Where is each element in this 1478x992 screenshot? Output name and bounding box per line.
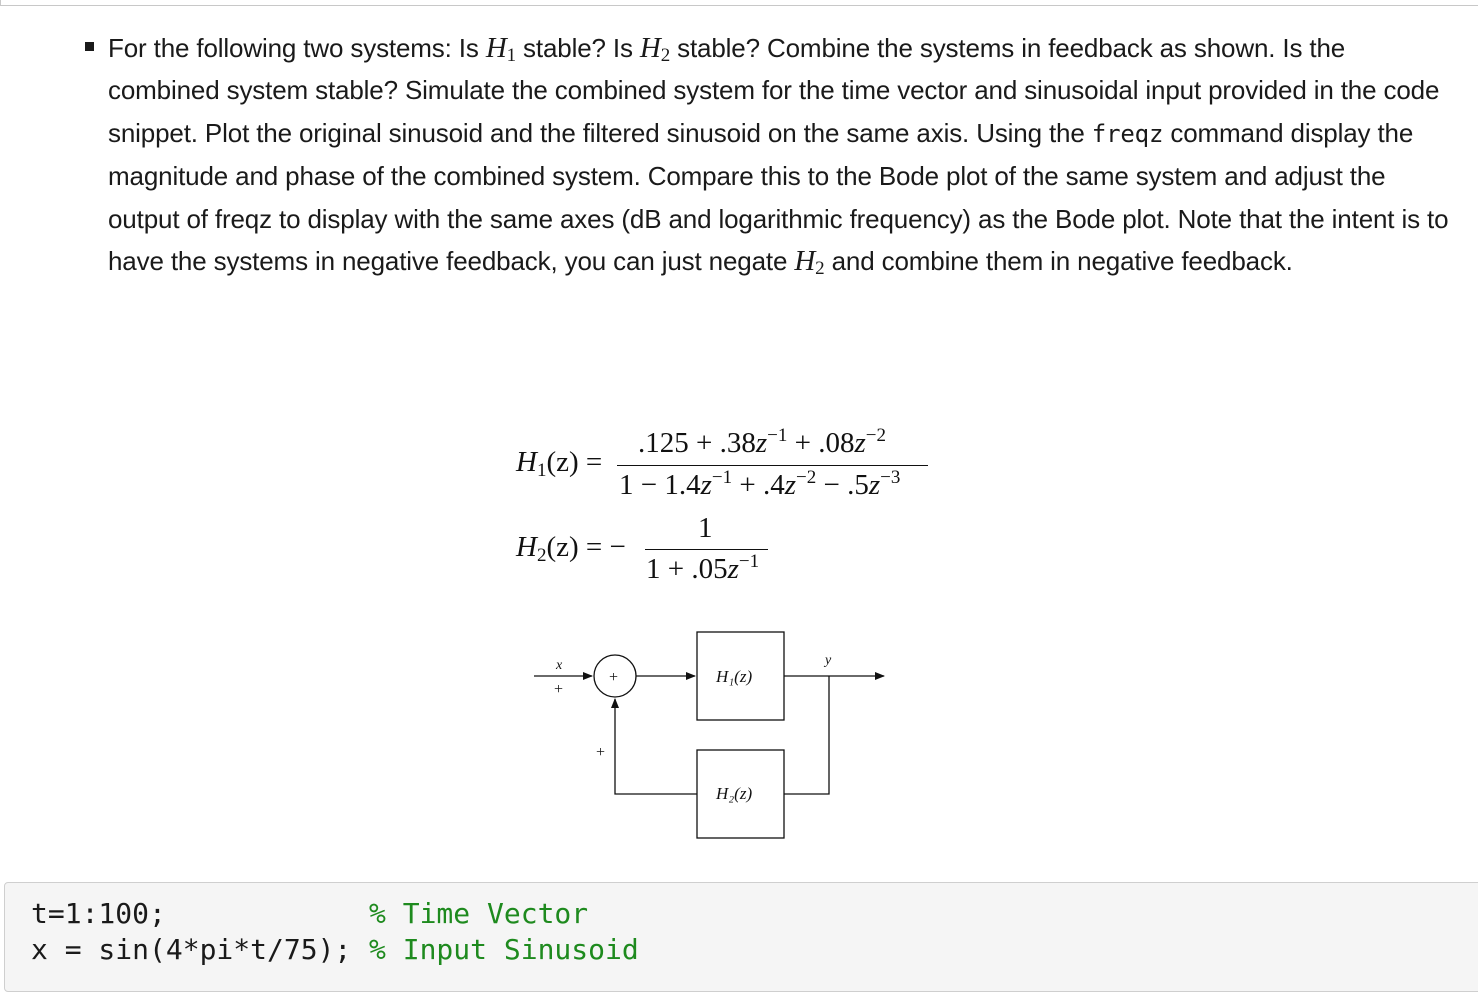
top-divider [0,0,1478,6]
question-text [108,27,1458,282]
h1-equation-lhs: $H_1(z)$ = [516,446,603,481]
h2-denominator: $1 + .05z^{-1}$ [646,551,760,585]
list-bullet [85,42,94,51]
h2-fraction-bar [645,549,768,550]
h2-block-label: H₂(z) [716,784,753,803]
feedback-arrow [615,699,697,794]
code-snippet [4,882,1478,992]
code-line-1: t=1:100; [31,897,166,930]
question-segment: stable? Combine the systems in feedback as shown. Is the combined system stable? Simulate the combined system for the time vector and sinusoidal input provided in the code snippet. Plot the original sinusoid and the filtered sinusoid on the same axis. Using the [108,33,1440,148]
h1-symbol: $H_1$ [485,32,516,66]
h1-block-label: H₁(z) [716,667,753,686]
feedback-sign: + [596,744,606,761]
feedback-block-diagram [520,620,900,850]
output-label: y [825,653,832,668]
code-comment-1: % Time Vector [369,897,589,930]
h2-equation-lhs: $H_2(z)$ = − [516,531,626,566]
h1-numerator: $.125 + .38z^{-1} + .08z^{-2}$ [638,425,886,459]
h2-numerator: 1 [698,512,713,544]
h1-denominator: $1 - 1.4z^{-1} + .4z^{-2} - .5z^{-3}$ [619,467,901,501]
summer-symbol: + [609,669,619,686]
question-segment: For the following two systems: Is [108,33,486,63]
question-segment: and combine them in negative feedback. [824,246,1293,277]
h1-fraction-bar [617,465,928,466]
freqz-code-word: freqz [1091,119,1164,148]
question-segment: command display the magnitude and phase of the combined system. Compare this to the Bode plot of the same system and adjust the output of freqz to display with the same axes (dB and logarithmic frequency) as the Bode plot. Note that the intent is to have the systems in negative feedback, you can just negate [108,117,1449,277]
code-line-2: x = sin(4*pi*t/75); [31,933,352,966]
feedback-takeoff [784,676,829,794]
input-sign: + [554,681,564,698]
h2-symbol: $H_2$ [639,32,671,66]
h2-symbol: $H_2$ [794,245,825,280]
input-label: x [556,658,563,673]
question-segment: stable? Is [515,33,640,63]
code-comment-2: % Input Sinusoid [369,933,639,966]
